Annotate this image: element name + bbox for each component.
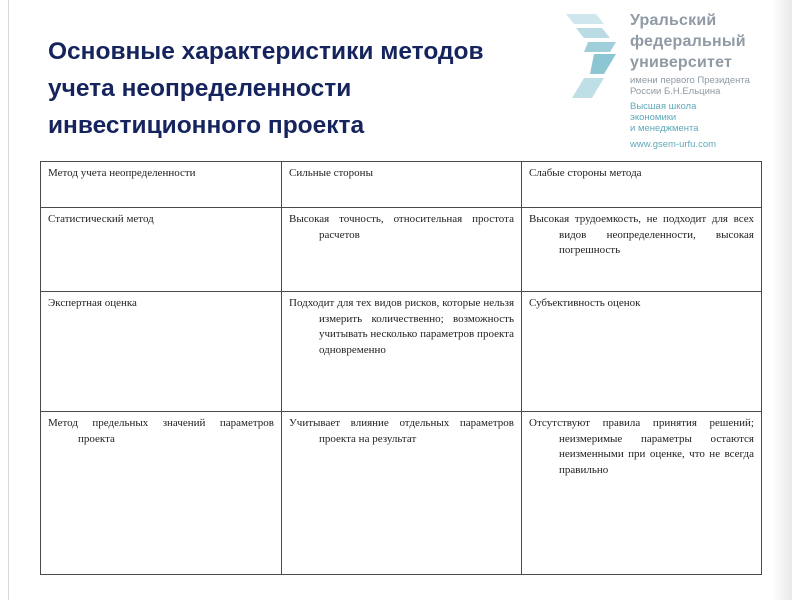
header-cell: Метод учета неопределенности: [41, 162, 282, 208]
title-line: инвестиционного проекта: [48, 112, 365, 139]
logo-name-line: университет: [630, 54, 732, 71]
logo-name-line: федеральный: [630, 33, 746, 50]
cell-text: Экспертная оценка: [48, 297, 137, 309]
university-logo-text: [630, 10, 750, 150]
cell-text: Статистический метод: [48, 213, 154, 225]
table-row: [41, 412, 762, 575]
logo-subtitle-line: имени первого Президента: [630, 75, 750, 86]
table-cell: [282, 292, 522, 412]
table-cell: [282, 208, 522, 292]
slide-title: [48, 33, 608, 144]
header-cell: Сильные стороны: [282, 162, 522, 208]
logo-url: www.gsem-urfu.com: [630, 139, 717, 150]
cell-text: Подходит для тех видов рисков, которые нельзя измерить количественно; возможность учитывать несколько параметров проекта одновременно: [289, 297, 514, 356]
title-line: учета неопределенности: [48, 75, 352, 102]
table-cell: [522, 412, 762, 575]
table-cell: [282, 412, 522, 575]
logo-name-line: Уральский: [630, 12, 717, 29]
table-cell: [522, 208, 762, 292]
slide-frame-right: [772, 0, 792, 600]
cell-text: Метод предельных значений параметров проекта: [48, 417, 274, 445]
logo-school-line: Высшая школа: [630, 101, 697, 112]
logo-subtitle-line: России Б.Н.Ельцина: [630, 86, 721, 97]
cell-text: Отсутствуют правила принятия решений; неизмеримые параметры остаются неизменными при оценке, что не всегда правильно: [529, 417, 754, 476]
logo-school-line: и менеджмента: [630, 123, 699, 134]
cell-text: Учитывает влияние отдельных параметров проекта на результат: [289, 417, 514, 445]
table-row: [41, 208, 762, 292]
logo-school-line: экономики: [630, 112, 677, 123]
title-line: Основные характеристики методов: [48, 38, 484, 65]
cell-text: Субъективность оценок: [529, 297, 641, 309]
methods-table: [40, 161, 762, 575]
slide-frame-left: [8, 0, 9, 600]
table-cell: [41, 412, 282, 575]
table-row: [41, 292, 762, 412]
table-header-row: [41, 162, 762, 208]
table-cell: [41, 292, 282, 412]
cell-text: Высокая точность, относительная простота расчетов: [289, 213, 514, 241]
header-cell: Слабые стороны метода: [522, 162, 762, 208]
university-logo-mark: [560, 8, 626, 104]
table-cell: [41, 208, 282, 292]
table-cell: [522, 292, 762, 412]
cell-text: Высокая трудоемкость, не подходит для всех видов неопределенности, высокая погрешность: [529, 213, 754, 256]
